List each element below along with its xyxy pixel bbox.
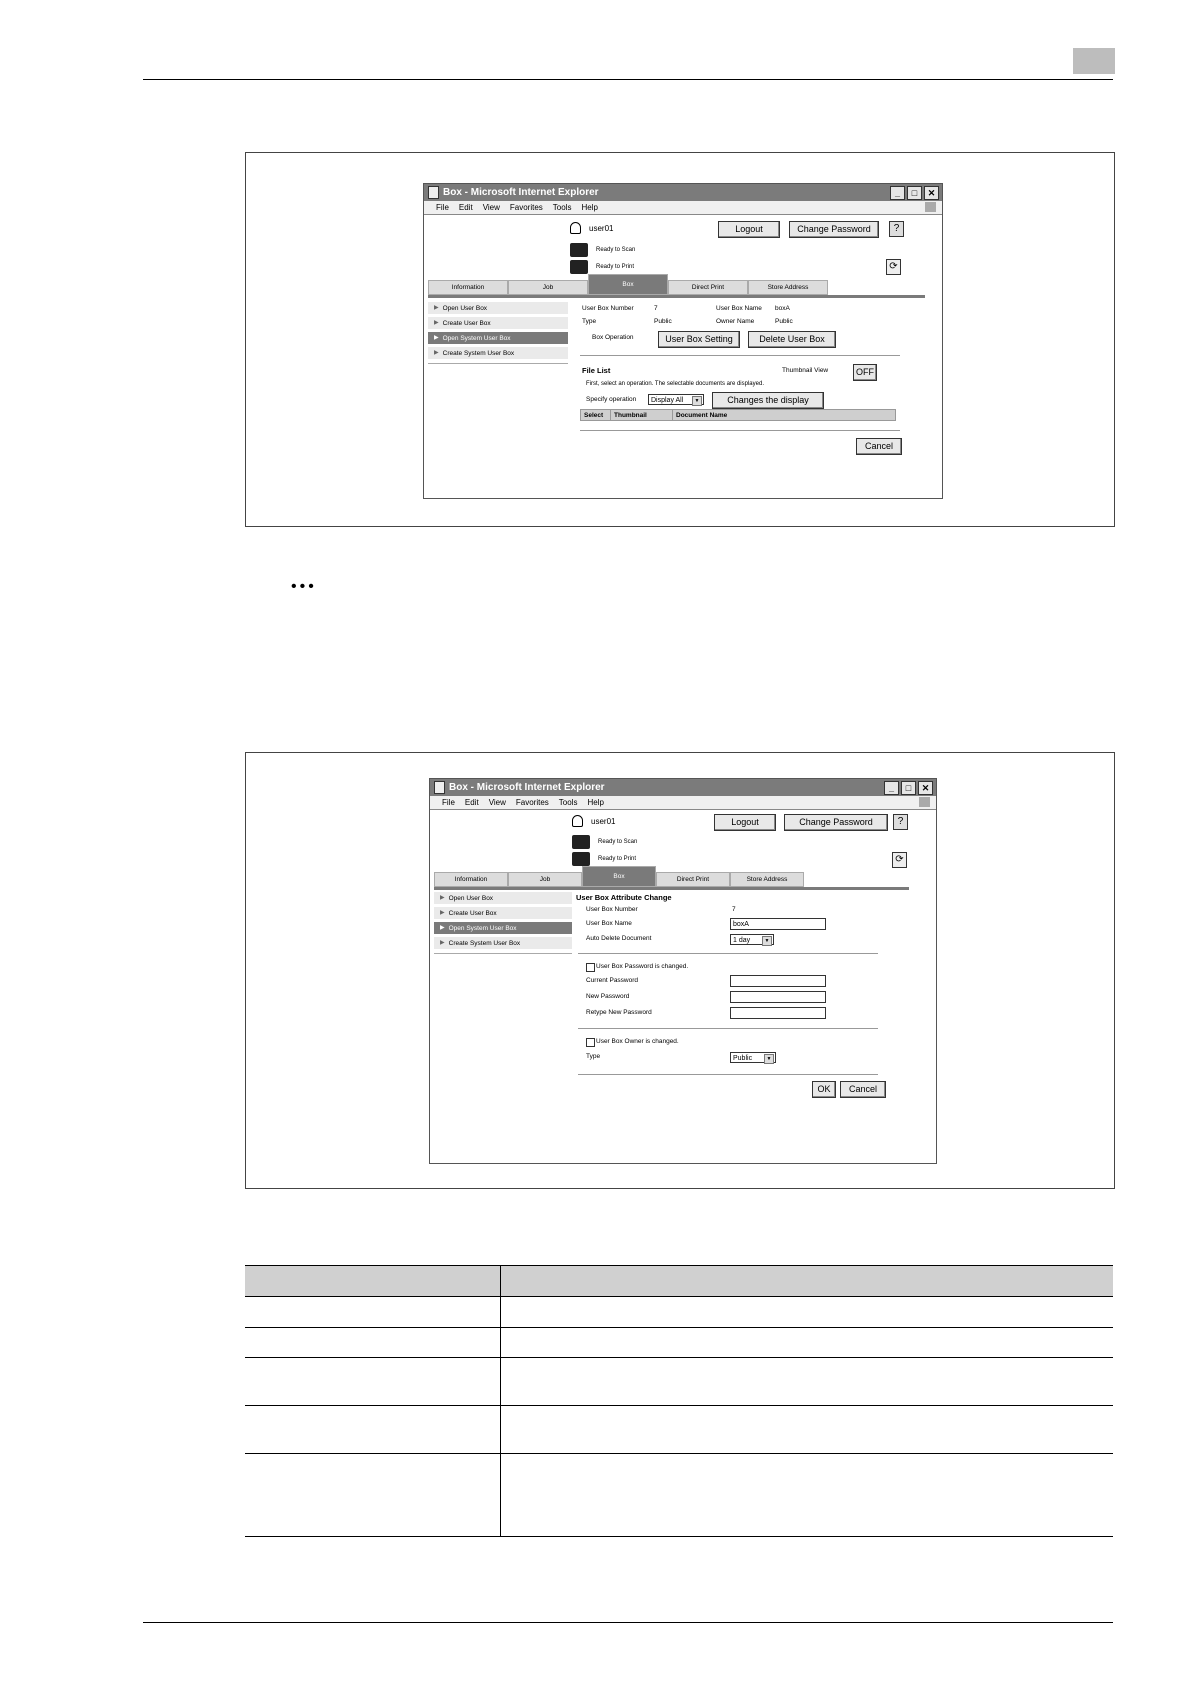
triangle-icon: ▶ — [434, 319, 439, 326]
menu-favorites[interactable]: Favorites — [515, 798, 549, 807]
chevron-down-icon: ▼ — [762, 936, 772, 946]
user-icon — [570, 222, 581, 234]
sidebar-item-open-user-box[interactable] — [434, 892, 572, 905]
change-password-button[interactable]: Change Password — [784, 814, 888, 831]
sidebar-item-create-system-user-box[interactable] — [434, 937, 572, 950]
table-cell — [501, 1328, 1114, 1358]
table-cell — [501, 1406, 1114, 1454]
thumbnail-view-label: Thumbnail View — [782, 367, 829, 374]
column-thumbnail: Thumbnail — [611, 410, 673, 420]
ok-button[interactable]: OK — [812, 1081, 836, 1098]
tab-direct-print[interactable]: Direct Print — [668, 280, 748, 295]
header-rule — [143, 79, 1113, 80]
menu-tools[interactable]: Tools — [552, 203, 572, 212]
ellipsis: ••• — [291, 578, 317, 595]
new-password-field[interactable] — [730, 991, 826, 1003]
window-title-bar — [424, 184, 942, 201]
table-cell — [245, 1328, 501, 1358]
user-icon — [572, 815, 583, 827]
sidebar-item-create-user-box[interactable] — [434, 907, 572, 920]
page-icon — [428, 186, 439, 199]
auto-delete-value: 1 day — [733, 937, 751, 944]
menu-bar — [424, 201, 942, 215]
print-status — [570, 260, 634, 274]
divider — [578, 953, 878, 954]
refresh-icon[interactable]: ⟳ — [892, 852, 907, 868]
minimize-button[interactable]: _ — [890, 186, 905, 200]
menu-view[interactable]: View — [482, 203, 500, 212]
menu-view[interactable]: View — [488, 798, 506, 807]
column-select: Select — [581, 410, 611, 420]
type-label: Type — [582, 318, 597, 325]
logout-button[interactable]: Logout — [714, 814, 776, 831]
divider — [580, 430, 900, 431]
maximize-button[interactable]: □ — [901, 781, 916, 795]
table-cell — [501, 1454, 1114, 1537]
triangle-icon: ▶ — [440, 909, 445, 916]
tab-information[interactable]: Information — [428, 280, 508, 295]
sidebar-item-label: Open System User Box — [442, 334, 511, 342]
sidebar-item-label: Create User Box — [442, 319, 491, 327]
menu-tools[interactable]: Tools — [558, 798, 578, 807]
cancel-button[interactable]: Cancel — [856, 438, 902, 455]
close-button[interactable]: ✕ — [924, 186, 939, 200]
table-row — [245, 1406, 1113, 1454]
file-list-header — [580, 409, 896, 421]
window-title: Box - Microsoft Internet Explorer — [443, 187, 599, 198]
menu-bar — [430, 796, 936, 810]
sidebar-item-create-user-box[interactable] — [428, 317, 568, 330]
sidebar-item-label: Open User Box — [448, 894, 494, 902]
chapter-tab-marker — [1073, 48, 1115, 74]
window-title: Box - Microsoft Internet Explorer — [449, 782, 605, 793]
scan-status-text: Ready to Scan — [598, 839, 638, 845]
windows-logo-icon — [925, 202, 936, 212]
current-password-field[interactable] — [730, 975, 826, 987]
specify-operation-value: Display All — [651, 397, 684, 404]
user-box-setting-button[interactable]: User Box Setting — [658, 331, 740, 348]
user-box-name-label: User Box Name — [716, 305, 762, 312]
changes-display-button[interactable]: Changes the display — [712, 392, 824, 409]
sidebar-item-label: Open User Box — [442, 304, 488, 312]
tab-job[interactable]: Job — [508, 280, 588, 295]
user-name: user01 — [589, 223, 614, 233]
delete-user-box-button[interactable]: Delete User Box — [748, 331, 836, 348]
menu-help[interactable]: Help — [587, 798, 604, 807]
user-box-number-label: User Box Number — [586, 906, 638, 913]
type-label: Type — [586, 1053, 601, 1060]
page-icon — [434, 781, 445, 794]
menu-edit[interactable]: Edit — [458, 203, 473, 212]
tab-information[interactable]: Information — [434, 872, 508, 887]
current-password-label: Current Password — [586, 977, 639, 984]
browser-window-2 — [429, 778, 937, 1164]
retype-password-field[interactable] — [730, 1007, 826, 1019]
refresh-icon[interactable]: ⟳ — [886, 259, 901, 275]
triangle-icon: ▶ — [434, 334, 439, 341]
settings-table — [245, 1265, 1113, 1537]
user-info — [570, 222, 613, 234]
minimize-button[interactable]: _ — [884, 781, 899, 795]
sidebar-divider — [434, 953, 572, 954]
tab-store-address[interactable]: Store Address — [730, 872, 804, 887]
divider — [578, 1074, 878, 1075]
tab-store-address[interactable]: Store Address — [748, 280, 828, 295]
chevron-down-icon: ▼ — [764, 1054, 774, 1064]
figure-frame-1 — [245, 152, 1115, 527]
user-box-name-input[interactable]: boxA — [730, 918, 826, 930]
retype-password-label: Retype New Password — [586, 1009, 652, 1016]
menu-edit[interactable]: Edit — [464, 798, 479, 807]
close-button[interactable]: ✕ — [918, 781, 933, 795]
tab-box[interactable]: Box — [582, 866, 656, 887]
tab-bar — [428, 280, 828, 295]
table-row — [245, 1358, 1113, 1406]
print-status-text: Ready to Print — [596, 264, 635, 270]
help-icon[interactable]: ? — [893, 814, 908, 830]
footer-rule — [143, 1622, 1113, 1623]
table-row — [245, 1454, 1113, 1537]
tab-underline — [434, 887, 909, 890]
tab-bar — [434, 872, 804, 887]
sidebar-item-open-system-user-box[interactable] — [428, 332, 568, 345]
menu-file[interactable]: File — [436, 203, 449, 212]
sidebar-item-open-system-user-box[interactable] — [434, 922, 572, 935]
file-list-heading: File List — [582, 366, 611, 375]
instruction-text: First, select an operation. The selectable documents are displayed. — [586, 381, 764, 387]
printer-icon — [572, 852, 590, 866]
chevron-down-icon: ▼ — [692, 396, 702, 406]
user-box-number-label: User Box Number — [582, 305, 634, 312]
triangle-icon: ▶ — [440, 924, 445, 931]
column-document-name: Document Name — [676, 412, 728, 419]
tab-job[interactable]: Job — [508, 872, 582, 887]
type-select[interactable] — [730, 1052, 776, 1063]
menu-file[interactable]: File — [442, 798, 455, 807]
table-header-cell — [501, 1266, 1114, 1297]
menu-favorites[interactable]: Favorites — [509, 203, 543, 212]
owner-name-label: Owner Name — [716, 318, 755, 325]
table-row — [245, 1297, 1113, 1328]
thumbnail-view-toggle[interactable]: OFF — [853, 364, 877, 381]
table-cell — [245, 1358, 501, 1406]
menu-help[interactable]: Help — [581, 203, 598, 212]
triangle-icon: ▶ — [440, 894, 445, 901]
owner-changed-checkbox[interactable] — [586, 1038, 595, 1047]
sidebar-item-label: Open System User Box — [448, 924, 517, 932]
sidebar-item-create-system-user-box[interactable] — [428, 347, 568, 360]
user-box-name-label: User Box Name — [586, 920, 632, 927]
windows-logo-icon — [919, 797, 930, 807]
scan-status — [570, 243, 635, 257]
sidebar-item-label: Create System User Box — [442, 349, 515, 357]
scanner-icon — [570, 243, 588, 257]
user-box-name-value: boxA — [775, 305, 790, 312]
table-cell — [245, 1454, 501, 1537]
user-name: user01 — [591, 816, 616, 826]
user-box-number-value: 7 — [732, 906, 736, 913]
table-cell — [501, 1297, 1114, 1328]
table-row — [245, 1328, 1113, 1358]
figure-frame-2 — [245, 752, 1115, 1189]
new-password-label: New Password — [586, 993, 630, 1000]
printer-icon — [570, 260, 588, 274]
triangle-icon: ▶ — [440, 939, 445, 946]
user-box-number-value: 7 — [654, 305, 658, 312]
type-value: Public — [733, 1055, 753, 1062]
user-info — [572, 815, 615, 827]
print-status-text: Ready to Print — [598, 856, 637, 862]
owner-name-value: Public — [775, 318, 793, 325]
password-changed-label: User Box Password is changed. — [596, 963, 689, 970]
specify-operation-label: Specify operation — [586, 396, 637, 403]
auto-delete-label: Auto Delete Document — [586, 935, 652, 942]
divider — [578, 1028, 878, 1029]
page-title: User Box Attribute Change — [576, 893, 672, 902]
sidebar-item-label: Create User Box — [448, 909, 497, 917]
cancel-button[interactable]: Cancel — [840, 1081, 886, 1098]
divider — [580, 355, 900, 356]
table-header-cell — [245, 1266, 501, 1297]
sidebar-item-open-user-box[interactable] — [428, 302, 568, 315]
browser-window-1 — [423, 183, 943, 499]
maximize-button[interactable]: □ — [907, 186, 922, 200]
scan-status — [572, 835, 637, 849]
specify-operation-select[interactable] — [648, 394, 704, 405]
triangle-icon: ▶ — [434, 304, 439, 311]
logout-button[interactable]: Logout — [718, 221, 780, 238]
table-cell — [245, 1406, 501, 1454]
triangle-icon: ▶ — [434, 349, 439, 356]
scan-status-text: Ready to Scan — [596, 247, 636, 253]
print-status — [572, 852, 636, 866]
help-icon[interactable]: ? — [889, 221, 904, 237]
window-title-bar — [430, 779, 936, 796]
tab-direct-print[interactable]: Direct Print — [656, 872, 730, 887]
table-header-row — [245, 1266, 1113, 1297]
auto-delete-select[interactable] — [730, 934, 774, 945]
tab-box[interactable]: Box — [588, 274, 668, 295]
owner-changed-label: User Box Owner is changed. — [596, 1038, 679, 1045]
tab-underline — [428, 295, 925, 298]
table-cell — [245, 1297, 501, 1328]
box-operation-label: Box Operation — [592, 334, 634, 341]
password-changed-checkbox[interactable] — [586, 963, 595, 972]
sidebar-item-label: Create System User Box — [448, 939, 521, 947]
table-cell — [501, 1358, 1114, 1406]
scanner-icon — [572, 835, 590, 849]
sidebar-divider — [428, 363, 568, 364]
change-password-button[interactable]: Change Password — [789, 221, 879, 238]
type-value: Public — [654, 318, 672, 325]
